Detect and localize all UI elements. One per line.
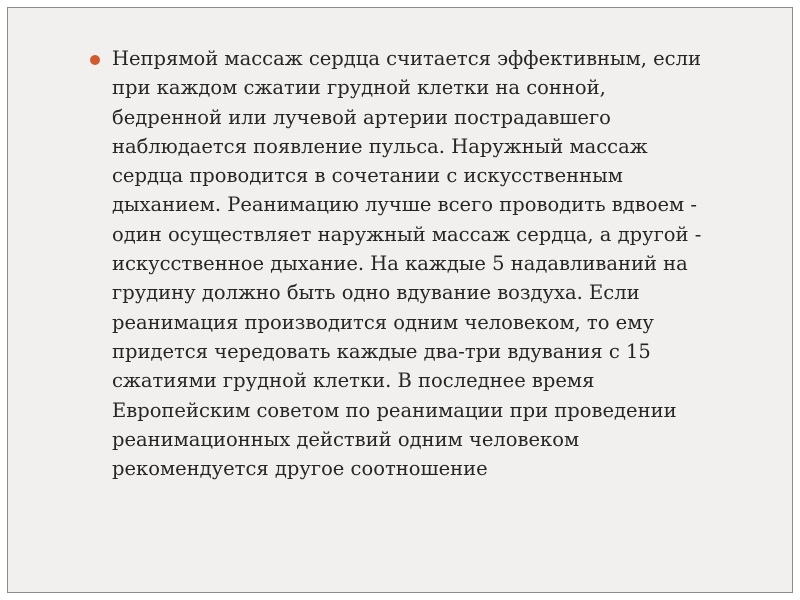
bullet-list bbox=[112, 44, 772, 483]
bullet-paragraph: Непрямой массаж сердца считается эффективным, если при каждом сжатии грудной клетки на сонной, бедренной или лучевой артерии пострадавшего наблюдается появление пульса. Наружный массаж сердца проводится в сочетании с искусственным дыханием. Реанимацию лучше всего проводить вдвоем - один осуществляет наружный массаж сердца, а другой - искусственное дыхание. На каждые 5 надавливаний на грудину должно быть одно вдувание воздуха. Если реанимация производится одним человеком, то ему придется чередовать каждые два-три вдувания с 15 сжатиями грудной клетки. В последнее время Европейским советом по реанимации при проведении реанимационных действий одним человеком рекомендуется другое соотношение bbox=[112, 47, 702, 481]
bullet-dot-icon bbox=[90, 55, 100, 65]
slide bbox=[7, 7, 793, 593]
